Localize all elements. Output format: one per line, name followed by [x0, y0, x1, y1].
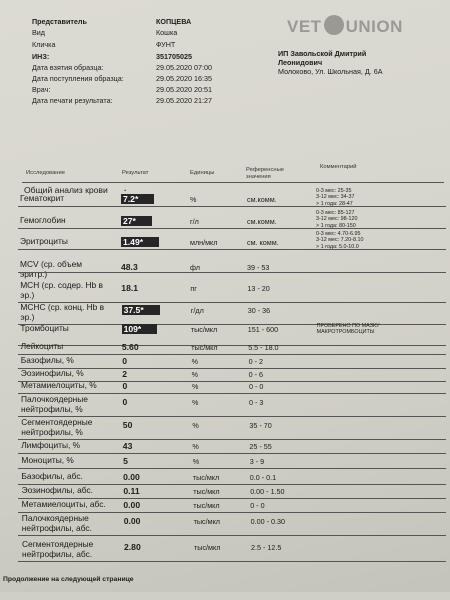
reference-range: 0.00 - 0.30 — [250, 517, 285, 526]
reference-range: 39 - 53 — [247, 263, 270, 272]
row-divider — [18, 272, 446, 273]
section-title: Общий анализ крови — [24, 185, 108, 195]
row-divider — [18, 206, 446, 207]
result-text: 0.11 — [123, 486, 140, 496]
reference-range: см.комм. — [247, 217, 277, 226]
comment-line: 0-3 мес: 85-127 — [316, 210, 355, 216]
result-value — [124, 542, 141, 552]
row-divider — [18, 324, 446, 325]
row-divider — [18, 535, 446, 536]
result-value — [122, 356, 127, 366]
test-name-line: Палочкоядерные — [21, 394, 88, 404]
test-name-line: MCHC (ср. конц. Hb в — [20, 302, 105, 312]
column-header-result: Результат — [122, 170, 149, 176]
unit: млн/мкл — [190, 238, 218, 247]
result-value — [123, 397, 128, 407]
patient-value: КОПЦЕВА — [156, 17, 192, 26]
unit: % — [191, 370, 198, 379]
continued-note: Продолжение на следующей странице — [3, 576, 134, 583]
reference-range: 13 - 20 — [247, 284, 270, 293]
section-mark: . — [124, 184, 127, 193]
test-name-line: Эозинофилы, % — [20, 368, 84, 378]
result-text: 5 — [123, 456, 128, 466]
reference-range: 0 - 3 — [249, 398, 264, 407]
result-value — [122, 342, 139, 352]
test-name-line: эр.) — [20, 289, 35, 300]
patient-label: ИНЗ: — [32, 52, 50, 61]
abnormal-result-flag: 37.5* — [122, 305, 160, 315]
patient-value: 29.05.2020 20:51 — [156, 85, 212, 94]
test-name — [21, 342, 64, 352]
row-divider — [18, 561, 446, 562]
comment-line: 3-12 мес: 98-120 — [316, 216, 358, 223]
row-divider — [18, 249, 446, 250]
header-divider — [22, 182, 444, 183]
comment-line: 3-12 мес: 34-37 — [316, 194, 355, 201]
result-value — [121, 262, 138, 272]
unit: тыс/мкл — [191, 343, 218, 352]
test-name-line: Базофилы, % — [20, 355, 74, 365]
reference-range: 0 - 0 — [249, 382, 264, 391]
comment-line: МАКРОТРОМБОЦИТЫ — [316, 329, 375, 336]
test-name-line: Сегментоядерные — [21, 417, 93, 427]
result-text: 0 — [122, 397, 128, 407]
row-divider — [18, 228, 446, 229]
result-value — [123, 381, 128, 391]
test-name-line: Метамиелоциты, % — [21, 380, 97, 390]
test-name — [21, 441, 80, 451]
patient-value: 29.05.2020 21:27 — [156, 96, 212, 105]
reference-range: 2.5 - 12.5 — [251, 543, 282, 552]
test-name — [21, 472, 82, 482]
unit: тыс/мкл — [193, 487, 220, 496]
unit: % — [192, 421, 199, 430]
comment — [316, 210, 357, 229]
comment-line: > 1 года: 80-150 — [316, 222, 356, 229]
patient-value: 29.05.2020 07:00 — [156, 63, 212, 72]
abnormal-result-flag: 27* — [121, 216, 152, 226]
result-value — [122, 305, 160, 315]
patient-label: Дата поступления образца: — [32, 74, 124, 83]
comment-line: 0-3 мес: 4.70-6.95 — [316, 231, 361, 237]
unit: % — [192, 457, 200, 466]
globe-icon — [324, 15, 344, 35]
test-name-line: Метамиелоциты, абс. — [21, 499, 106, 509]
test-name-line: Тромбоциты — [20, 323, 69, 333]
row-divider — [18, 468, 446, 469]
test-name — [21, 418, 92, 437]
test-name — [21, 395, 88, 414]
comment-line: 3-12 мес: 7.20-8.10 — [316, 237, 364, 244]
reference-range: 0.0 - 0.1 — [249, 473, 277, 482]
row-divider — [18, 345, 446, 346]
test-name — [22, 540, 93, 559]
test-name-line: Гемоглобин — [20, 215, 66, 225]
unit: фл — [190, 263, 200, 272]
test-name-line: MCV (ср. объем — [20, 259, 83, 269]
reference-range: 151 - 600 — [247, 325, 279, 334]
result-text: 43 — [122, 441, 133, 451]
reference-range: 5.5 - 18.0 — [248, 343, 279, 352]
page-edge — [0, 592, 450, 600]
result-text: 0 — [122, 356, 127, 366]
comment — [317, 323, 380, 336]
test-name — [20, 194, 64, 204]
reference-range: 0.00 - 1.50 — [250, 487, 285, 496]
test-name — [22, 486, 93, 496]
result-value — [121, 237, 159, 247]
reference-range: 30 - 36 — [247, 306, 271, 315]
result-text: 50 — [122, 420, 133, 430]
result-value — [121, 194, 154, 204]
test-name — [21, 381, 97, 391]
unit: % — [192, 382, 199, 391]
reference-range: 35 - 70 — [249, 421, 272, 430]
comment-line: ПРОВЕРЕНО ПО МАЗКУ — [316, 323, 380, 329]
patient-label: Представитель — [32, 17, 87, 26]
patient-value: Кошка — [156, 28, 178, 37]
unit: % — [192, 442, 199, 451]
test-name-line: нейтрофилы, % — [21, 403, 83, 414]
patient-label: Вид — [32, 28, 46, 37]
column-header-units: Единицы — [190, 170, 215, 176]
test-name — [20, 216, 66, 226]
comment-line: 0-3 мес: 25-35 — [316, 188, 352, 194]
test-name-line: Лимфоциты, % — [21, 440, 81, 450]
test-name — [21, 456, 73, 466]
result-text: 0.00 — [123, 516, 141, 526]
test-name-line: нейтрофилы, % — [21, 426, 83, 437]
clinic-address: Молоково, Ул. Школьная, Д. 6А — [278, 67, 383, 76]
test-name — [20, 303, 104, 322]
unit: тыс/мкл — [194, 543, 221, 552]
reference-range: 0 - 0 — [250, 501, 265, 510]
unit: % — [192, 398, 199, 407]
test-name-line: эр.) — [20, 311, 35, 322]
result-text: 0.00 — [123, 500, 141, 510]
result-text: 2 — [122, 369, 127, 379]
result-value — [123, 486, 139, 496]
patient-value: 351705025 — [156, 52, 192, 61]
unit: г/дл — [190, 306, 204, 315]
column-header-test: Исследование — [26, 170, 65, 176]
unit: тыс/мкл — [192, 473, 220, 482]
clinic-name-line-2: Леонидович — [278, 58, 323, 67]
patient-label: Кличка — [32, 40, 56, 49]
result-value — [122, 369, 127, 379]
test-name-line: Эозинофилы, абс. — [21, 485, 93, 495]
test-name — [21, 356, 74, 366]
clinic-name-line-1: ИП Завольской Дмитрий — [278, 49, 367, 58]
result-text: 0.00 — [123, 472, 140, 482]
column-header-reference-2: значения — [246, 174, 271, 180]
test-name-line: Сегментоядерные — [22, 539, 94, 549]
test-name — [21, 369, 84, 379]
unit: % — [190, 195, 197, 204]
reference-range: 25 - 55 — [249, 442, 272, 451]
test-name-line: Базофилы, абс. — [21, 471, 83, 481]
reference-range: см. комм. — [247, 238, 279, 247]
patient-label: Дата печати результата: — [32, 96, 113, 105]
test-name-line: Эритроциты — [20, 236, 68, 246]
result-text: 2.80 — [124, 542, 141, 552]
reference-range: 0 - 2 — [248, 357, 263, 366]
comment-line: > 1 года: 5.0-10.0 — [316, 243, 359, 250]
patient-value: ФУНТ — [156, 40, 176, 49]
test-name-line: нейтрофилы, абс. — [22, 548, 93, 559]
unit: тыс/мкл — [193, 501, 220, 510]
comment-line: > 1 года: 28-47 — [316, 200, 353, 207]
result-value — [121, 216, 152, 226]
result-text: 18.1 — [121, 283, 139, 293]
test-name-line: Гематокрит — [20, 193, 65, 203]
test-name — [20, 281, 103, 300]
unit: % — [191, 357, 198, 366]
unit: г/л — [190, 217, 199, 226]
result-value — [123, 500, 140, 510]
result-value — [122, 324, 158, 334]
test-name-line: эритр.) — [20, 268, 48, 279]
comment — [316, 188, 354, 207]
row-divider — [18, 354, 446, 355]
abnormal-result-flag: 109* — [122, 324, 158, 334]
reference-range: см.комм. — [247, 195, 277, 204]
comment — [316, 231, 363, 250]
row-divider — [18, 453, 446, 454]
patient-label: Дата взятия образца: — [32, 63, 104, 72]
column-header-reference: Референсные — [246, 167, 284, 173]
patient-label: Врач: — [32, 85, 51, 94]
test-name-line: Моноциты, % — [21, 455, 74, 465]
test-name — [20, 237, 68, 247]
row-divider — [18, 439, 446, 440]
abnormal-result-flag: 7.2* — [121, 194, 154, 204]
vet-union-logo: VET UNION — [287, 17, 403, 36]
result-text: 48.3 — [121, 262, 138, 272]
reference-range: 3 - 9 — [249, 457, 265, 466]
result-value — [123, 472, 140, 482]
patient-value: 29.05.2020 16:35 — [156, 74, 212, 83]
test-name — [20, 324, 68, 334]
unit: тыс/мкл — [190, 325, 218, 334]
reference-range: 0 - 6 — [248, 370, 263, 379]
result-value — [123, 441, 133, 451]
test-name-line: Лейкоциты — [20, 341, 64, 351]
test-name-line: MCH (ср. содер. Hb в — [20, 280, 103, 290]
result-text: 0 — [122, 381, 128, 391]
test-name — [22, 514, 92, 533]
result-value — [124, 516, 141, 526]
column-header-comment: Комментарий — [320, 164, 357, 170]
test-name-line: нейтрофилы, абс. — [21, 522, 92, 533]
result-value — [121, 283, 138, 293]
result-value — [123, 420, 133, 430]
test-name — [22, 500, 106, 510]
result-value — [123, 456, 128, 466]
unit: тыс/мкл — [193, 517, 221, 526]
unit: пг — [190, 284, 197, 293]
test-name — [20, 260, 82, 279]
result-text: 5.60 — [121, 342, 139, 352]
test-name-line: Палочкоядерные — [21, 513, 89, 523]
abnormal-result-flag: 1.49* — [121, 237, 159, 247]
